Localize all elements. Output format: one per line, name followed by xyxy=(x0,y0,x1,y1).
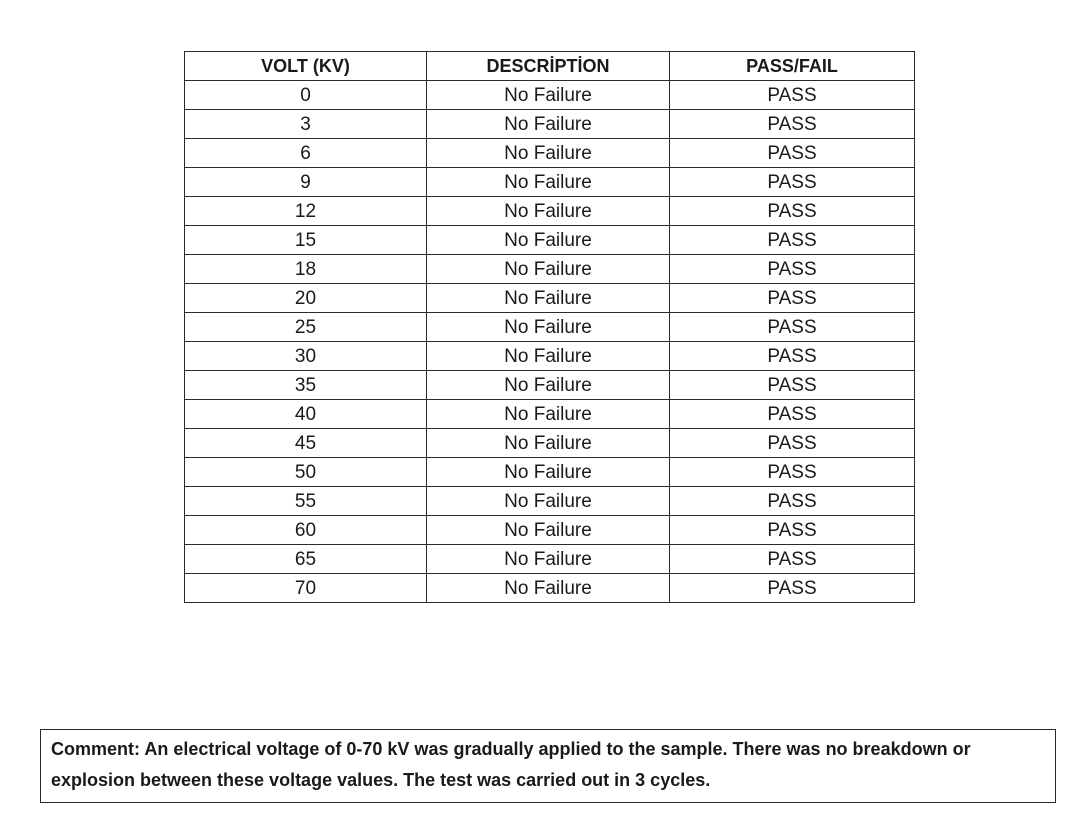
description-cell: No Failure xyxy=(427,545,670,574)
pass-fail-cell: PASS xyxy=(670,487,915,516)
pass-fail-cell: PASS xyxy=(670,400,915,429)
pass-fail-cell: PASS xyxy=(670,429,915,458)
volt-cell: 18 xyxy=(185,255,427,284)
description-cell: No Failure xyxy=(427,516,670,545)
table-row xyxy=(185,197,915,226)
description-cell: No Failure xyxy=(427,574,670,603)
description-cell: No Failure xyxy=(427,313,670,342)
volt-cell: 25 xyxy=(185,313,427,342)
pass-fail-cell: PASS xyxy=(670,226,915,255)
table-row xyxy=(185,400,915,429)
description-cell: No Failure xyxy=(427,168,670,197)
table-row xyxy=(185,110,915,139)
volt-cell: 12 xyxy=(185,197,427,226)
comment-text: Comment: An electrical voltage of 0-70 kV was gradually applied to the sample. There was no breakdown or explosion between these voltage values. The test was carried out in 3 cycles. xyxy=(51,739,971,790)
volt-cell: 60 xyxy=(185,516,427,545)
voltage-test-table xyxy=(184,51,915,603)
table-body xyxy=(185,81,915,603)
pass-fail-cell: PASS xyxy=(670,574,915,603)
volt-cell: 30 xyxy=(185,342,427,371)
volt-cell: 50 xyxy=(185,458,427,487)
description-cell: No Failure xyxy=(427,371,670,400)
comment-box xyxy=(40,729,1056,803)
pass-fail-cell: PASS xyxy=(670,342,915,371)
volt-cell: 65 xyxy=(185,545,427,574)
pass-fail-cell: PASS xyxy=(670,371,915,400)
table-row xyxy=(185,226,915,255)
volt-cell: 40 xyxy=(185,400,427,429)
volt-cell: 9 xyxy=(185,168,427,197)
pass-fail-cell: PASS xyxy=(670,81,915,110)
volt-cell: 70 xyxy=(185,574,427,603)
table-row xyxy=(185,284,915,313)
description-cell: No Failure xyxy=(427,139,670,168)
volt-cell: 55 xyxy=(185,487,427,516)
table-row xyxy=(185,371,915,400)
table-header-row xyxy=(185,52,915,81)
description-cell: No Failure xyxy=(427,342,670,371)
volt-cell: 0 xyxy=(185,81,427,110)
pass-fail-cell: PASS xyxy=(670,197,915,226)
table-row xyxy=(185,313,915,342)
pass-fail-cell: PASS xyxy=(670,545,915,574)
pass-fail-cell: PASS xyxy=(670,516,915,545)
volt-cell: 35 xyxy=(185,371,427,400)
volt-cell: 15 xyxy=(185,226,427,255)
pass-fail-cell: PASS xyxy=(670,255,915,284)
column-header-volt: VOLT (KV) xyxy=(185,52,427,81)
description-cell: No Failure xyxy=(427,226,670,255)
description-cell: No Failure xyxy=(427,400,670,429)
table-row xyxy=(185,574,915,603)
column-header-pass-fail: PASS/FAIL xyxy=(670,52,915,81)
table-row xyxy=(185,545,915,574)
pass-fail-cell: PASS xyxy=(670,458,915,487)
pass-fail-cell: PASS xyxy=(670,168,915,197)
pass-fail-cell: PASS xyxy=(670,139,915,168)
table-row xyxy=(185,81,915,110)
table-row xyxy=(185,516,915,545)
table-row xyxy=(185,139,915,168)
table-row xyxy=(185,255,915,284)
description-cell: No Failure xyxy=(427,110,670,139)
table-row xyxy=(185,342,915,371)
description-cell: No Failure xyxy=(427,458,670,487)
table-row xyxy=(185,429,915,458)
description-cell: No Failure xyxy=(427,255,670,284)
description-cell: No Failure xyxy=(427,429,670,458)
column-header-description: DESCRİPTİON xyxy=(427,52,670,81)
table-row xyxy=(185,487,915,516)
pass-fail-cell: PASS xyxy=(670,313,915,342)
description-cell: No Failure xyxy=(427,197,670,226)
description-cell: No Failure xyxy=(427,487,670,516)
volt-cell: 20 xyxy=(185,284,427,313)
volt-cell: 6 xyxy=(185,139,427,168)
table-row xyxy=(185,168,915,197)
table-row xyxy=(185,458,915,487)
pass-fail-cell: PASS xyxy=(670,284,915,313)
volt-cell: 3 xyxy=(185,110,427,139)
description-cell: No Failure xyxy=(427,81,670,110)
pass-fail-cell: PASS xyxy=(670,110,915,139)
description-cell: No Failure xyxy=(427,284,670,313)
volt-cell: 45 xyxy=(185,429,427,458)
